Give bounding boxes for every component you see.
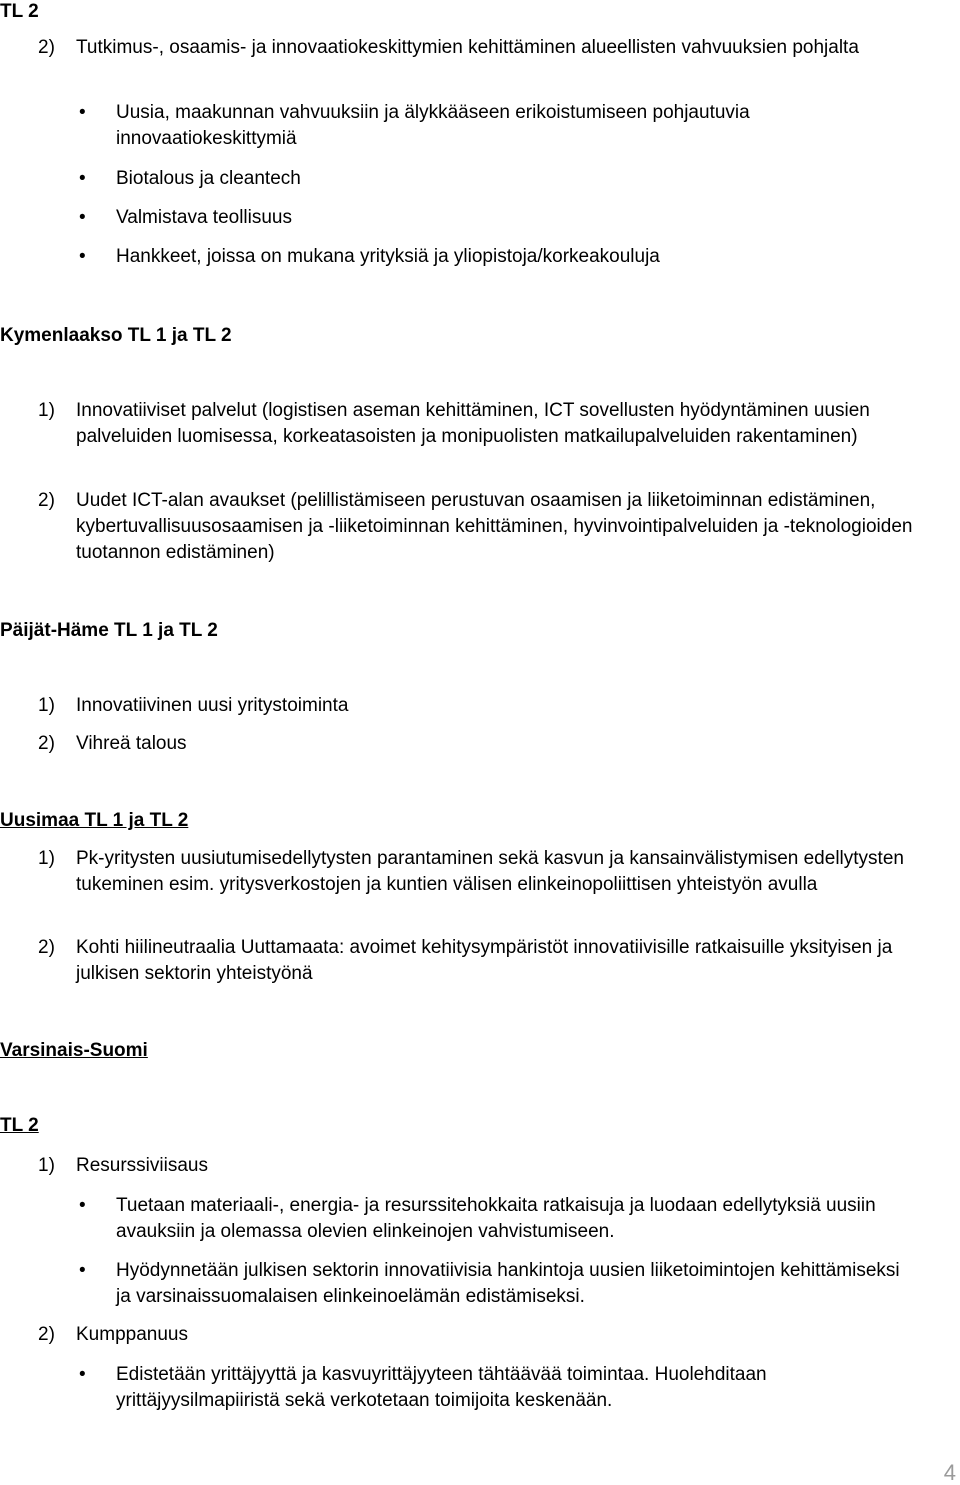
list-item-text: Resurssiviisaus <box>76 1155 208 1176</box>
list-number: 1) <box>38 848 55 869</box>
list-number: 2) <box>38 490 55 511</box>
list-item-text: Innovatiiviset palvelut (logistisen aseman kehittäminen, ICT sovellusten hyödyntäminen uusien palveluiden luomisessa, korkeatasoisten ja monipuolisten matkailupalveluiden rakentaminen) <box>76 400 870 447</box>
bullet-icon <box>79 1193 86 1219</box>
section-subheading-tl2: TL 2 <box>0 1115 39 1136</box>
bullet-item-text: Uusia, maakunnan vahvuuksiin ja älykkääseen erikoistumiseen pohjautuvia innovaatiokeskittymiä <box>116 102 750 149</box>
bullet-item-text: Valmistava teollisuus <box>116 207 293 228</box>
bullet-item-text: Hankkeet, joissa on mukana yrityksiä ja yliopistoja/korkeakouluja <box>116 246 660 267</box>
bullet-icon <box>79 205 86 231</box>
bullet-icon <box>79 244 86 270</box>
list-number: 2) <box>38 937 55 958</box>
list-item-text: Tutkimus-, osaamis- ja innovaatiokeskittymien kehittäminen alueellisten vahvuuksien pohjalta <box>76 37 859 58</box>
list-number: 1) <box>38 695 55 716</box>
list-number: 1) <box>38 400 55 421</box>
list-number: 2) <box>38 1324 55 1345</box>
section-heading-paijat-hame: Päijät-Häme TL 1 ja TL 2 <box>0 620 218 641</box>
bullet-item-text: Edistetään yrittäjyyttä ja kasvuyrittäjyyteen tähtäävää toimintaa. Huolehditaan yrittäjyysilmapiiristä sekä verkotetaan toimijoita keskenään. <box>116 1364 767 1411</box>
list-item-text: Innovatiivinen uusi yritystoiminta <box>76 695 349 716</box>
list-number: 2) <box>38 733 55 754</box>
section-heading-varsinais-suomi: Varsinais-Suomi <box>0 1040 148 1061</box>
list-number: 1) <box>38 1155 55 1176</box>
bullet-item-text: Hyödynnetään julkisen sektorin innovatiivisia hankintoja uusien liiketoimintojen kehittämiseksi ja varsinaissuomalaisen elinkeinoelämän edistämiseksi. <box>116 1260 900 1307</box>
list-item-text: Pk-yritysten uusiutumisedellytysten parantaminen sekä kasvun ja kansainvälistymisen edellytysten tukeminen esim. yritysverkostojen ja kuntien välisen elinkeinopoliittisen yhteistyön avulla <box>76 848 904 895</box>
list-item-text: Kumppanuus <box>76 1324 188 1345</box>
section-heading-kymenlaakso: Kymenlaakso TL 1 ja TL 2 <box>0 325 232 346</box>
bullet-item-text: Biotalous ja cleantech <box>116 168 301 189</box>
bullet-item-text: Tuetaan materiaali-, energia- ja resurssitehokkaita ratkaisuja ja luodaan edellytyksiä uusiin avauksiin ja olemassa olevien elinkeinojen vahvistumiseen. <box>116 1195 876 1242</box>
bullet-icon <box>79 1258 86 1284</box>
page-number: 4 <box>943 1460 956 1485</box>
section-heading-uusimaa: Uusimaa TL 1 ja TL 2 <box>0 810 189 831</box>
list-item-text: Kohti hiilineutraalia Uuttamaata: avoimet kehitysympäristöt innovatiivisille ratkaisuille yksityisen ja julkisen sektorin yhteistyönä <box>76 937 893 984</box>
section-heading-tl2: TL 2 <box>0 1 39 22</box>
list-number: 2) <box>38 37 55 58</box>
list-item-text: Vihreä talous <box>76 733 187 754</box>
list-item-text: Uudet ICT-alan avaukset (pelillistämiseen perustuvan osaamisen ja liiketoiminnan edistäminen, kybertuvallisuusosaamisen ja -liiketoiminnan kehittäminen, hyvinvointipalveluiden ja -teknologioiden tuotannon edistäminen) <box>76 490 913 563</box>
bullet-icon <box>79 166 86 192</box>
bullet-icon <box>79 1362 86 1388</box>
bullet-icon <box>79 100 86 126</box>
